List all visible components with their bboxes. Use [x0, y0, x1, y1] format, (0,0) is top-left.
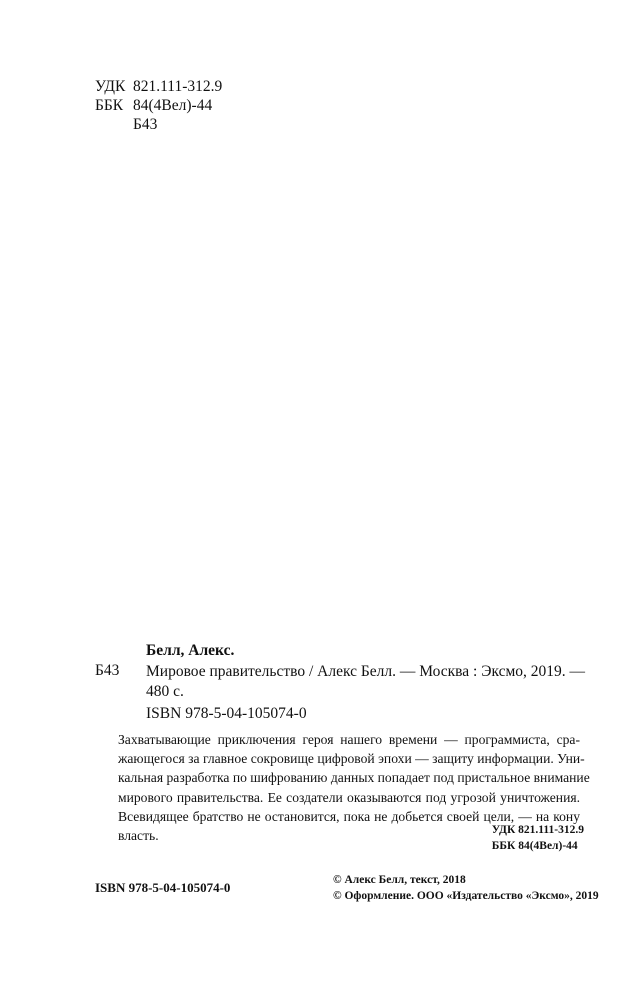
bib-author-mark: Б43: [95, 662, 120, 679]
footer-isbn: ISBN 978-5-04-105074-0: [95, 880, 231, 895]
annotation-line: Всевидящее братство не остановится, пока не добьется своей цели, — на кону: [118, 808, 580, 824]
annotation-line: кальная разработка по шифрованию данных попадает под пристальное внимание: [118, 770, 590, 786]
annotation-line: мирового правительства. Ее создатели оказываются под угрозой уничтожения.: [118, 789, 580, 805]
annotation-line: Захватывающие приключения героя нашего времени — программиста, сра-: [118, 732, 580, 747]
bib-isbn: ISBN 978-5-04-105074-0: [146, 705, 307, 722]
udk-key: УДК: [95, 78, 126, 95]
copyright-text: © Алекс Белл, текст, 2018: [333, 874, 466, 886]
bib-entry-line: 480 с.: [146, 683, 184, 700]
bib-author: Белл, Алекс.: [146, 642, 235, 659]
bib-entry: [146, 662, 586, 702]
copyright-design: © Оформление. ООО «Издательство «Эксмо», 2019: [333, 890, 599, 902]
annotation-line: власть.: [118, 828, 159, 844]
bib-entry-line: Мировое правительство / Алекс Белл. — Москва : Эксмо, 2019. —: [146, 663, 586, 680]
udk-value: 821.111-312.9: [133, 78, 223, 95]
classification-block: [95, 77, 222, 134]
bbk-row: [95, 96, 222, 115]
small-udk: УДК 821.111-312.9: [491, 824, 584, 836]
author-mark: Б43: [133, 116, 158, 133]
copyright-block: [333, 872, 599, 904]
small-classification: [492, 822, 584, 854]
small-bbk: ББК 84(4Вел)-44: [491, 840, 578, 852]
udk-row: [95, 77, 222, 96]
bbk-key: ББК: [95, 97, 124, 114]
bbk-value: 84(4Вел)-44: [133, 97, 213, 114]
author-mark-row: [95, 115, 222, 134]
annotation-line: жающегося за главное сокровище цифровой эпохи — защиту информации. Уни-: [118, 751, 585, 767]
